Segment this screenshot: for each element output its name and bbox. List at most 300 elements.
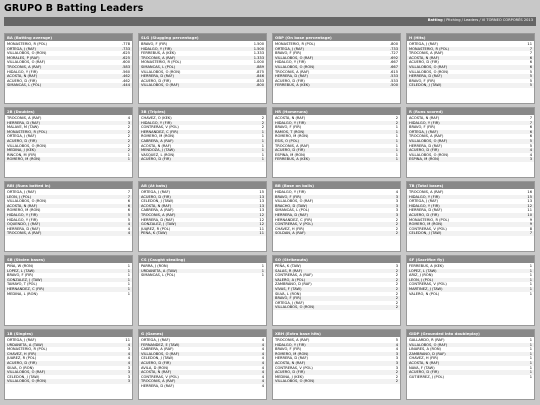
player-name[interactable]: ACUERO, D (FIR) (7, 78, 37, 83)
player-name[interactable]: ACUERO, D (FIR) (141, 157, 171, 162)
player-name[interactable]: ACOSTA, N (RAF) (275, 360, 306, 365)
stat-value: 12 (527, 203, 532, 208)
player-name[interactable]: VILLALOBOS, O (RAF) (7, 370, 46, 375)
player-name[interactable]: VILLALOBOS, O (RAF) (409, 138, 448, 143)
player-name[interactable]: HIDALGO, Y (FIR) (409, 203, 440, 208)
stat-value: 11 (125, 338, 130, 342)
table-row (139, 157, 266, 162)
player-name[interactable]: ACUERO, D (FIR) (275, 78, 305, 83)
player-name[interactable]: HERRERA, D (RAF) (7, 226, 40, 231)
player-name[interactable]: MONASTERIO, R (POL) (141, 60, 181, 65)
player-name[interactable]: HERNANDEZ, C (FIR) (141, 129, 179, 134)
stat-value: 3 (395, 194, 398, 199)
player-name[interactable]: VALERO, A (POL) (275, 277, 305, 282)
player-name[interactable]: HIDALGO, Y (FIR) (275, 120, 306, 125)
player-name[interactable]: LINARES, A (RON) (409, 347, 441, 352)
leaders-panel (406, 329, 535, 400)
player-name[interactable]: ORTEGA, J (RAF) (7, 338, 36, 342)
player-name[interactable]: TROCONIS, A (RAF) (7, 64, 42, 69)
player-name[interactable]: HIDALGO, Y (FIR) (7, 217, 38, 222)
player-name[interactable]: VILLALOBOS, O (RAF) (141, 83, 180, 88)
player-name[interactable]: HIDALGO, Y (FIR) (275, 190, 306, 194)
player-name[interactable]: ACUERO, D (FIR) (409, 212, 439, 217)
player-name[interactable]: TROCONIS, A (RAF) (141, 379, 176, 384)
player-name[interactable]: SILVA, L (RON) (275, 291, 301, 296)
player-name[interactable]: CONTRERAS, V (POL) (409, 226, 447, 231)
panel-rows (407, 337, 534, 379)
player-name[interactable]: TROCONIS, A (RAF) (141, 55, 176, 60)
player-name[interactable]: ACOSTA, N (RAF) (141, 203, 172, 208)
player-name[interactable]: TROCONIS, A (RAF) (409, 134, 444, 139)
player-name[interactable]: OQUENDO, J (RAF) (7, 222, 41, 227)
stat-value: 1 (529, 273, 532, 278)
stat-value: 1 (395, 138, 398, 143)
player-name[interactable]: ORTEGA, J (RAF) (275, 300, 304, 305)
player-name[interactable]: BRAVO, F (FIR) (275, 51, 302, 56)
player-name[interactable]: VILLALOBOS, O (RON) (7, 143, 47, 148)
player-name[interactable]: MALAVE, M (TAW) (7, 125, 39, 130)
player-name[interactable]: CONTRERAS, V (POL) (275, 222, 313, 227)
player-name[interactable]: ACUERO, D (FIR) (275, 148, 305, 153)
player-name[interactable]: MARTINEZ, J (TAW) (409, 286, 443, 291)
player-name[interactable]: ESIS, O (POL) (275, 138, 299, 143)
player-name[interactable]: CELEDON, J (TAW) (7, 374, 40, 379)
player-name[interactable]: VALERO, N (POL) (409, 291, 440, 296)
table-row (5, 379, 132, 384)
player-name[interactable]: ARIZ, J (RON) (409, 273, 433, 278)
player-name[interactable]: ACUERO, D (FIR) (7, 360, 37, 365)
player-name[interactable]: MORALES, P (RAF) (7, 55, 40, 60)
player-name[interactable]: MONASTERIO, R (POL) (409, 46, 449, 51)
player-name[interactable]: HIDALGO, Y (FIR) (7, 212, 38, 217)
stat-value: .444 (121, 83, 130, 88)
player-name[interactable]: CELEDON, J (TAW) (141, 199, 174, 204)
player-name[interactable]: ACOSTA, N (RAF) (7, 74, 38, 79)
player-name[interactable]: CELEDON, J (TAW) (409, 231, 442, 236)
player-name[interactable]: ACOSTA, N (RAF) (7, 203, 38, 208)
player-name[interactable]: TROCONIS, A (RAF) (7, 231, 42, 236)
leaders-panel (138, 181, 267, 252)
stat-value: 2 (395, 277, 398, 282)
nav-link-pitching[interactable]: Pitching (446, 18, 461, 22)
stat-value: 3 (395, 264, 398, 268)
panel-title: BA (Batting average) (5, 34, 132, 41)
stat-value: 1 (529, 351, 532, 356)
player-name[interactable]: ROMERO, M (RON) (7, 208, 41, 213)
player-name[interactable]: GONZALEZ, J (TAW) (7, 277, 42, 282)
player-name[interactable]: ACOSTA, N (RAF) (409, 55, 440, 60)
player-name[interactable]: VASQUEZ, L (RON) (141, 152, 175, 157)
player-name[interactable]: FERNANDEZ, E (TAW) (141, 342, 180, 347)
stat-value: .733 (389, 46, 398, 51)
player-name[interactable]: CABRERA, A (RAF) (141, 347, 174, 352)
player-name[interactable]: HERRERA, D (RAF) (409, 208, 442, 213)
stat-value: 1 (261, 129, 264, 134)
player-name[interactable]: BRAVO, F (FIR) (275, 125, 302, 130)
player-name[interactable]: VILLALOBOS, O (RON) (7, 379, 47, 384)
player-name[interactable]: ESPINA, M (RON) (275, 152, 306, 157)
stat-value: .560 (121, 69, 130, 74)
player-name[interactable]: CONTRERAS, V (POL) (409, 282, 447, 287)
stat-value: 15 (527, 194, 532, 199)
stat-value: 1 (395, 152, 398, 157)
player-name[interactable]: TROCONIS, A (RAF) (7, 116, 42, 120)
stat-value: 2 (395, 273, 398, 278)
player-name[interactable]: MEDINA, J (KEK) (275, 374, 304, 379)
panel-title: SF (Sacrifice fly) (407, 256, 534, 263)
player-name[interactable]: MONASTERIO, R (POL) (7, 347, 47, 352)
player-name[interactable]: ACOSTA, N (RAF) (141, 370, 172, 375)
player-name[interactable]: ORTEGA, J (RAF) (141, 338, 170, 342)
player-name[interactable]: GUTIERREZ, J (POL) (409, 374, 444, 379)
player-name[interactable]: VILLALOBOS, O (RON) (275, 305, 315, 310)
player-name[interactable]: BRAVO, F (FIR) (275, 194, 302, 199)
player-name[interactable]: MONASTERIO, R (POL) (7, 42, 47, 46)
stat-value: 1 (529, 360, 532, 365)
panel-title: BB (Base on balls) (273, 182, 400, 189)
stat-value: 2 (395, 268, 398, 273)
player-name[interactable]: TROCONIS, A (RAF) (275, 338, 310, 342)
player-name[interactable]: BRAVO, F (FIR) (409, 78, 436, 83)
player-name[interactable]: SALAS, R (RAF) (275, 268, 303, 273)
stat-value: 9 (529, 217, 532, 222)
stat-value: 2 (127, 134, 130, 139)
player-name[interactable]: ORTEGA, J (RAF) (275, 46, 304, 51)
stat-value: 3 (127, 379, 130, 384)
player-name[interactable]: BRAVO, F (FIR) (275, 347, 302, 352)
player-name[interactable]: ORTEGA, J (RAF) (7, 190, 36, 194)
panel-rows (407, 263, 534, 296)
stat-value: 2 (127, 148, 130, 153)
player-name[interactable]: CHAVEZ, H (FIR) (409, 356, 439, 361)
stat-value: 2 (395, 286, 398, 291)
player-name[interactable]: CONTRERAS, A (RAF) (275, 273, 313, 278)
player-name[interactable]: ACOSTA, N (RAF) (275, 116, 306, 120)
player-name[interactable]: VIVAS, F (TAW) (275, 286, 302, 291)
player-name[interactable]: ACUERO, D (FIR) (409, 60, 439, 65)
player-name[interactable]: TROCONIS, A (RAF) (275, 143, 310, 148)
player-name[interactable]: SIMANCAS, L (POL) (141, 64, 176, 69)
player-name[interactable]: AVILA, D (RON) (141, 365, 169, 370)
panel-rows (407, 41, 534, 88)
player-name[interactable]: GONZALEZ, J (TAW) (141, 222, 176, 227)
player-name[interactable]: LOPEZ, L (TAW) (409, 268, 437, 273)
panel-title: HR (Homeruns) (273, 108, 400, 115)
stat-value: 2 (395, 116, 398, 120)
player-name[interactable]: ACUERO, D (FIR) (409, 148, 439, 153)
player-name[interactable]: ACOSTA, N (RAF) (141, 143, 172, 148)
stat-value: 3 (127, 370, 130, 375)
player-name[interactable]: ROMERO, M (RON) (275, 134, 309, 139)
table-row (273, 83, 400, 88)
player-name[interactable]: TROCONIS, A (RAF) (141, 212, 176, 217)
player-name[interactable]: CONTRERAS, V (POL) (275, 365, 313, 370)
nav-link-leaders[interactable]: Leaders (464, 18, 479, 22)
player-name[interactable]: MEDINA, L (RON) (7, 291, 38, 296)
stat-value: 2 (395, 217, 398, 222)
player-name[interactable]: CONTRERAS, V (POL) (141, 125, 179, 130)
panel-rows (407, 189, 534, 236)
player-name[interactable]: VILLALOBOS, O (RAF) (141, 351, 180, 356)
stat-value: .846 (255, 74, 264, 79)
table-row (407, 292, 534, 297)
player-name[interactable]: URDANETA, A (TAW) (141, 268, 178, 273)
player-name[interactable]: ZAMBRANO, D (RAF) (409, 351, 446, 356)
player-name[interactable]: HIDALGO, Y (FIR) (275, 342, 306, 347)
player-name[interactable]: VILLALOBOS, O (RON) (7, 199, 47, 204)
leaders-grid-row (4, 107, 536, 178)
stat-value: 4 (261, 356, 264, 361)
player-name[interactable]: ORTEGA, J (RAF) (409, 199, 438, 204)
stat-value: 7 (529, 231, 532, 236)
player-name[interactable]: ACUERO, D (FIR) (141, 194, 171, 199)
leaders-panel (406, 107, 535, 178)
player-name[interactable]: HERRERA, D (RAF) (141, 74, 174, 79)
player-name[interactable]: ROMERO, M (RON) (141, 134, 175, 139)
player-name[interactable]: SIMANCAS, L (POL) (141, 273, 176, 278)
player-name[interactable]: ACOSTA, N (RAF) (409, 116, 440, 120)
player-name[interactable]: PIÑA, W (RON) (7, 264, 34, 268)
player-name[interactable]: VILLALOBOS, O (RON) (7, 51, 47, 56)
stat-value: 4 (261, 383, 264, 388)
stat-value: 1 (529, 374, 532, 379)
player-name[interactable]: HIDALGO, Y (FIR) (141, 120, 172, 125)
table-row (139, 231, 266, 236)
player-name[interactable]: PARRA, J (RON) (141, 264, 169, 268)
table-row (5, 292, 132, 297)
player-name[interactable]: MONASTERIO, R (POL) (7, 129, 47, 134)
player-name[interactable]: HIDALGO, Y (FIR) (7, 69, 38, 74)
stat-value: 2 (395, 374, 398, 379)
stat-value: 12 (259, 222, 264, 227)
player-name[interactable]: VILLALOBOS, O (RON) (409, 152, 449, 157)
player-name[interactable]: HIDALGO, Y (FIR) (409, 120, 440, 125)
player-name[interactable]: URDANETA, A (TAW) (7, 342, 44, 347)
leaders-panel (4, 181, 133, 252)
stat-value: .667 (389, 60, 398, 65)
leaders-panel (4, 329, 133, 400)
player-name[interactable]: VILLALOBOS, O (RAF) (275, 55, 314, 60)
stat-value: 1 (529, 342, 532, 347)
player-name[interactable]: MONASTERIO, R (POL) (409, 217, 449, 222)
stat-value: 3 (127, 347, 130, 352)
stat-value: 8 (529, 226, 532, 231)
player-name[interactable]: CHAVEZ, H (FIR) (275, 226, 305, 231)
player-name[interactable]: BRAVO, F (FIR) (409, 125, 436, 130)
table-row (5, 83, 132, 88)
player-name[interactable]: HERRERA, D (RAF) (141, 217, 174, 222)
leaders-panel (4, 107, 133, 178)
player-name[interactable]: VILLALOBOS, O (RAF) (409, 64, 448, 69)
player-name[interactable]: VILLALOBOS, O (RAF) (409, 342, 448, 347)
leaders-grid-row (4, 255, 536, 326)
player-name[interactable]: MEDINA, J (KEK) (7, 148, 36, 153)
player-name[interactable]: CELEDON, J (TAW) (141, 356, 174, 361)
player-name[interactable]: ACUERO, D (FIR) (141, 78, 171, 83)
player-name[interactable]: FERREBUS, A (KEK) (275, 157, 310, 162)
player-name[interactable]: FERREBUS, A (KEK) (141, 51, 176, 56)
player-name[interactable]: ACUERO, D (FIR) (409, 370, 439, 375)
player-name[interactable]: VILLALOBOS, O (RON) (275, 64, 315, 69)
stat-value: 4 (127, 356, 130, 361)
player-name[interactable]: ORTEGA, J (RAF) (7, 46, 36, 51)
stat-value: 6 (127, 199, 130, 204)
player-name[interactable]: HERRERA, D (RAF) (7, 120, 40, 125)
stat-value: 1 (395, 148, 398, 153)
player-name[interactable]: CABRERA, A (RAF) (141, 138, 174, 143)
stat-value: 1 (261, 138, 264, 143)
player-name[interactable]: VILLALOBOS, O (RON) (275, 379, 315, 384)
stat-value: 7 (127, 194, 130, 199)
stat-value: 2 (395, 370, 398, 375)
player-name[interactable]: BRAVO, F (FIR) (7, 273, 34, 278)
player-name[interactable]: TROCONIS, A (RAF) (409, 51, 444, 56)
player-name[interactable]: ROMERO, M (RON) (409, 222, 443, 227)
player-name[interactable]: CONTRERAS, V (POL) (141, 374, 179, 379)
stat-value: 1 (529, 347, 532, 352)
player-name[interactable]: ACUERO, D (FIR) (275, 370, 305, 375)
player-name[interactable]: GALLARDO, R (RAF) (409, 338, 445, 342)
player-name[interactable]: ORTEGA, J (RAF) (141, 190, 170, 194)
leaders-panel (272, 255, 401, 326)
stat-value: .833 (255, 78, 264, 83)
stat-value: 2 (395, 305, 398, 310)
table-row (139, 384, 266, 389)
stat-value: 12 (259, 217, 264, 222)
player-name[interactable]: ORTEGA, J (RAF) (409, 42, 438, 46)
stat-value: 6 (529, 60, 532, 65)
player-name[interactable]: MONASTERIO, R (POL) (275, 42, 315, 46)
stat-value: 1 (529, 286, 532, 291)
stat-value: 3 (127, 374, 130, 379)
stat-value: 1 (529, 264, 532, 268)
stat-value: 12 (259, 212, 264, 217)
player-name[interactable]: RINCON, M (FIR) (7, 152, 37, 157)
player-name[interactable]: LEON, J (POL) (7, 194, 32, 199)
stat-value: 1 (395, 157, 398, 162)
player-name[interactable]: BRAVO, F (FIR) (141, 42, 168, 46)
stat-value: 5 (529, 138, 532, 143)
stat-value: 1 (261, 152, 264, 157)
player-name[interactable]: NAVA, F (TAW) (409, 365, 435, 370)
player-name[interactable]: SIMANCAS, L (POL) (275, 208, 310, 213)
player-name[interactable]: SIMANCAS, L (POL) (7, 83, 42, 88)
stat-value: 3 (127, 120, 130, 125)
leaders-panel (272, 329, 401, 400)
player-name[interactable]: PEÑA, K (TAW) (141, 231, 167, 236)
player-name[interactable]: FERREBUS, A (KEK) (409, 264, 444, 268)
player-name[interactable]: VILLALOBOS, O (RON) (409, 69, 449, 74)
stat-value: 3 (395, 351, 398, 356)
player-name[interactable]: ROMERO, M (RON) (7, 157, 41, 162)
player-name[interactable]: JUAREZ, R (POL) (141, 226, 171, 231)
player-name[interactable]: SOLDAN, A (RAF) (275, 231, 306, 236)
player-name[interactable]: HERRERA, D (RAF) (275, 212, 308, 217)
player-name[interactable]: ACUERO, D (FIR) (141, 360, 171, 365)
player-name[interactable]: HERNANDEZ, C (FIR) (7, 286, 45, 291)
player-name[interactable]: ESPINA, M (RON) (409, 157, 440, 162)
stat-value: 4 (261, 379, 264, 384)
player-name[interactable]: LEON, J (POL) (409, 277, 434, 282)
player-name[interactable]: PEÑA, K (TAW) (275, 264, 301, 268)
stat-value: 1 (529, 282, 532, 287)
player-name[interactable]: LOPEZ, L (TAW) (7, 268, 35, 273)
player-name[interactable]: HERRERA, D (RAF) (409, 143, 442, 148)
player-name[interactable]: HERNANDEZ, C (FIR) (275, 217, 313, 222)
player-name[interactable]: TROCONIS, A (RAF) (409, 190, 444, 194)
stat-value: 1.500 (253, 46, 264, 51)
stat-value: 5 (529, 78, 532, 83)
player-name[interactable]: VILLALOBOS, O (RAF) (7, 60, 46, 65)
player-name[interactable]: HIDALGO, Y (FIR) (141, 46, 172, 51)
player-name[interactable]: MENDOZA, J (TAW) (141, 148, 175, 153)
stat-value: 5 (395, 338, 398, 342)
stat-value: 3 (395, 203, 398, 208)
player-name[interactable]: HERRERA, D (RAF) (409, 74, 442, 79)
stat-value: 13 (259, 208, 264, 213)
stat-value: 13 (259, 194, 264, 199)
stat-value: 3 (395, 212, 398, 217)
player-name[interactable]: HIDALGO, Y (FIR) (409, 194, 440, 199)
player-name[interactable]: CABRERA, A (RAF) (141, 208, 174, 213)
table-row (139, 273, 266, 278)
player-name[interactable]: HERRERA, D (RAF) (275, 356, 308, 361)
player-name[interactable]: ORTEGA, J (RAF) (409, 129, 438, 134)
panel-title: OBP (On base percentage) (273, 34, 400, 41)
stat-value: .533 (389, 74, 398, 79)
stat-value: 5 (529, 69, 532, 74)
player-name[interactable]: HERRERA, D (RAF) (275, 74, 308, 79)
player-name[interactable]: ZAMBRANO, D (RAF) (275, 282, 312, 287)
player-name[interactable]: SILVA, O (RON) (7, 365, 34, 370)
player-name[interactable]: VILLALOBOS, O (RON) (141, 69, 181, 74)
player-name[interactable]: CHAVEZ, H (FIR) (7, 351, 37, 356)
leaders-panel (406, 33, 535, 104)
stat-value: 11 (259, 231, 264, 236)
table-row (5, 157, 132, 162)
stat-value: 11 (527, 208, 532, 213)
player-name[interactable]: CELEDON, J (TAW) (409, 83, 442, 88)
player-name[interactable]: ROMERO, M (RON) (275, 351, 309, 356)
player-name[interactable]: HERRERA, D (RAF) (141, 383, 174, 388)
nav-link-tournament[interactable]: VI TORNEO CORPORÉS 2013 (481, 18, 533, 22)
player-name[interactable]: BRAVO, F (FIR) (275, 296, 302, 301)
player-name[interactable]: JUAREZ, R (POL) (7, 356, 37, 361)
stat-value: 4 (395, 342, 398, 347)
stat-value: 4 (261, 374, 264, 379)
player-name[interactable]: RAMOS, T (RON) (275, 129, 305, 134)
stat-value: 2 (395, 296, 398, 301)
stat-value: .733 (121, 46, 130, 51)
player-name[interactable]: HIDALGO, Y (FIR) (275, 60, 306, 65)
player-name[interactable]: FERREBUS, A (KEK) (275, 83, 310, 88)
player-name[interactable]: TAMAYO, T (POL) (7, 282, 37, 287)
leaders-panel (138, 107, 267, 178)
nav-current: Batting (427, 18, 443, 22)
stat-value: 7 (529, 51, 532, 56)
panel-rows (5, 41, 132, 88)
player-name[interactable]: CHAVEZ, O (KEK) (141, 116, 172, 120)
player-name[interactable]: TROCONIS, A (RAF) (275, 69, 310, 74)
player-name[interactable]: BRACHO, D (TAW) (275, 203, 307, 208)
stat-value: 2 (395, 291, 398, 296)
player-name[interactable]: ACOSTA, N (RAF) (409, 360, 440, 365)
stat-value: 1 (529, 370, 532, 375)
stat-value: 1 (261, 148, 264, 153)
player-name[interactable]: VILLALOBOS, O (RAF) (275, 199, 314, 204)
player-name[interactable]: ORTEGA, J (RAF) (7, 134, 36, 139)
player-name[interactable]: ACUERO, D (FIR) (7, 138, 37, 143)
